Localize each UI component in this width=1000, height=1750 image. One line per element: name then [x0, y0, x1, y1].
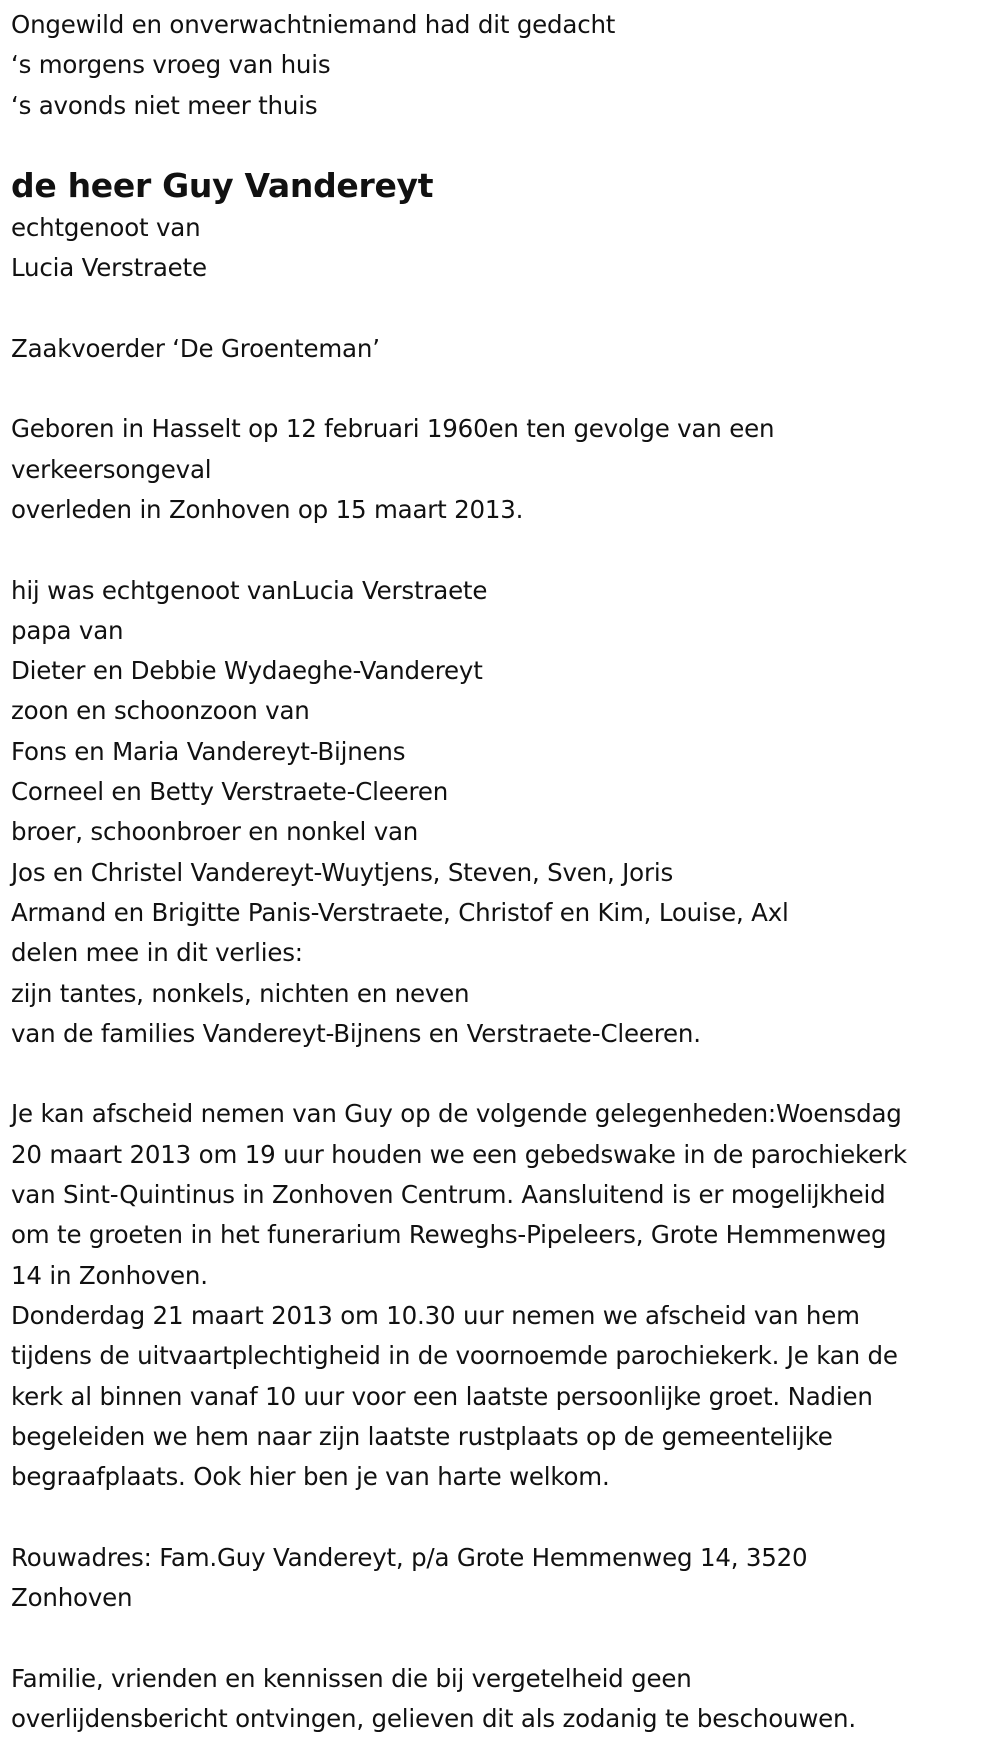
family-line: broer, schoonbroer en nonkel van	[11, 817, 419, 847]
ceremony-section	[11, 1094, 996, 1497]
family-line: Dieter en Debbie Wydaeghe-Vandereyt	[11, 656, 483, 686]
family-line: hij was echtgenoot vanLucia Verstraete	[11, 575, 488, 605]
occupation-line: Zaakvoerder ‘De Groenteman’	[11, 333, 380, 363]
spouse-line: Lucia Verstraete	[11, 253, 207, 283]
spacer	[11, 530, 996, 570]
ceremony-line: tijdens de uitvaartplechtigheid in de voornoemde parochiekerk. Je kan de	[11, 1341, 898, 1371]
spacer	[11, 1618, 996, 1658]
spacer	[11, 1054, 996, 1094]
closing-note-section	[11, 1659, 996, 1740]
ceremony-line: Je kan afscheid nemen van Guy op de volgende gelegenheden:Woensdag	[11, 1099, 902, 1129]
intro-line: Ongewild en onverwachtniemand had dit gedacht	[11, 10, 616, 39]
ceremony-line: Donderdag 21 maart 2013 om 10.30 uur nemen we afscheid van hem	[11, 1300, 860, 1330]
closing-line: overlijdensbericht ontvingen, gelieven dit als zodanig te beschouwen.	[11, 1703, 856, 1733]
intro-poem	[11, 5, 996, 126]
family-section	[11, 571, 996, 1055]
spacer	[11, 369, 996, 409]
family-line: van de families Vandereyt-Bijnens en Verstraete-Cleeren.	[11, 1018, 701, 1048]
ceremony-line: begraafplaats. Ook hier ben je van harte welkom.	[11, 1462, 610, 1492]
intro-line: ‘s morgens vroeg van huis	[11, 50, 331, 80]
birth-death-section	[11, 409, 996, 530]
family-line: Jos en Christel Vandereyt-Wuytjens, Steven, Sven, Joris	[11, 857, 674, 887]
ceremony-line: van Sint-Quintinus in Zonhoven Centrum. Aansluitend is er mogelijkheid	[11, 1180, 886, 1210]
closing-line: Familie, vrienden en kennissen die bij vergetelheid geen	[11, 1663, 692, 1693]
family-line: zoon en schoonzoon van	[11, 696, 310, 726]
occupation-section	[11, 329, 996, 369]
birth-death-line: overleden in Zonhoven op 15 maart 2013.	[11, 494, 524, 524]
family-line: Armand en Brigitte Panis-Verstraete, Christof en Kim, Louise, Axl	[11, 897, 789, 927]
intro-line: ‘s avonds niet meer thuis	[11, 90, 318, 120]
ceremony-line: om te groeten in het funerarium Reweghs-Pipeleers, Grote Hemmenweg	[11, 1220, 887, 1250]
ceremony-line: kerk al binnen vanaf 10 uur voor een laatste persoonlijke groet. Nadien	[11, 1381, 873, 1411]
birth-death-line: Geboren in Hasselt op 12 februari 1960en ten gevolge van een	[11, 414, 775, 444]
obituary-document	[11, 5, 996, 1739]
address-line: Rouwadres: Fam.Guy Vandereyt, p/a Grote Hemmenweg 14, 3520	[11, 1542, 808, 1572]
family-line: Fons en Maria Vandereyt-Bijnens	[11, 736, 406, 766]
birth-death-line: verkeersongeval	[11, 454, 212, 484]
ceremony-line: 14 in Zonhoven.	[11, 1260, 208, 1290]
spacer	[11, 288, 996, 328]
address-line: Zonhoven	[11, 1582, 133, 1612]
spacer	[11, 1497, 996, 1537]
family-line: delen mee in dit verlies:	[11, 938, 303, 968]
deceased-name-heading: de heer Guy Vandereyt	[11, 165, 434, 205]
ceremony-line: 20 maart 2013 om 19 uur houden we een gebedswake in de parochiekerk	[11, 1139, 907, 1169]
mourning-address-section	[11, 1538, 996, 1619]
spouse-section	[11, 208, 996, 289]
family-line: Corneel en Betty Verstraete-Cleeren	[11, 777, 449, 807]
spouse-line: echtgenoot van	[11, 212, 201, 242]
family-line: papa van	[11, 615, 124, 645]
ceremony-line: begeleiden we hem naar zijn laatste rustplaats op de gemeentelijke	[11, 1421, 833, 1451]
family-line: zijn tantes, nonkels, nichten en neven	[11, 978, 470, 1008]
